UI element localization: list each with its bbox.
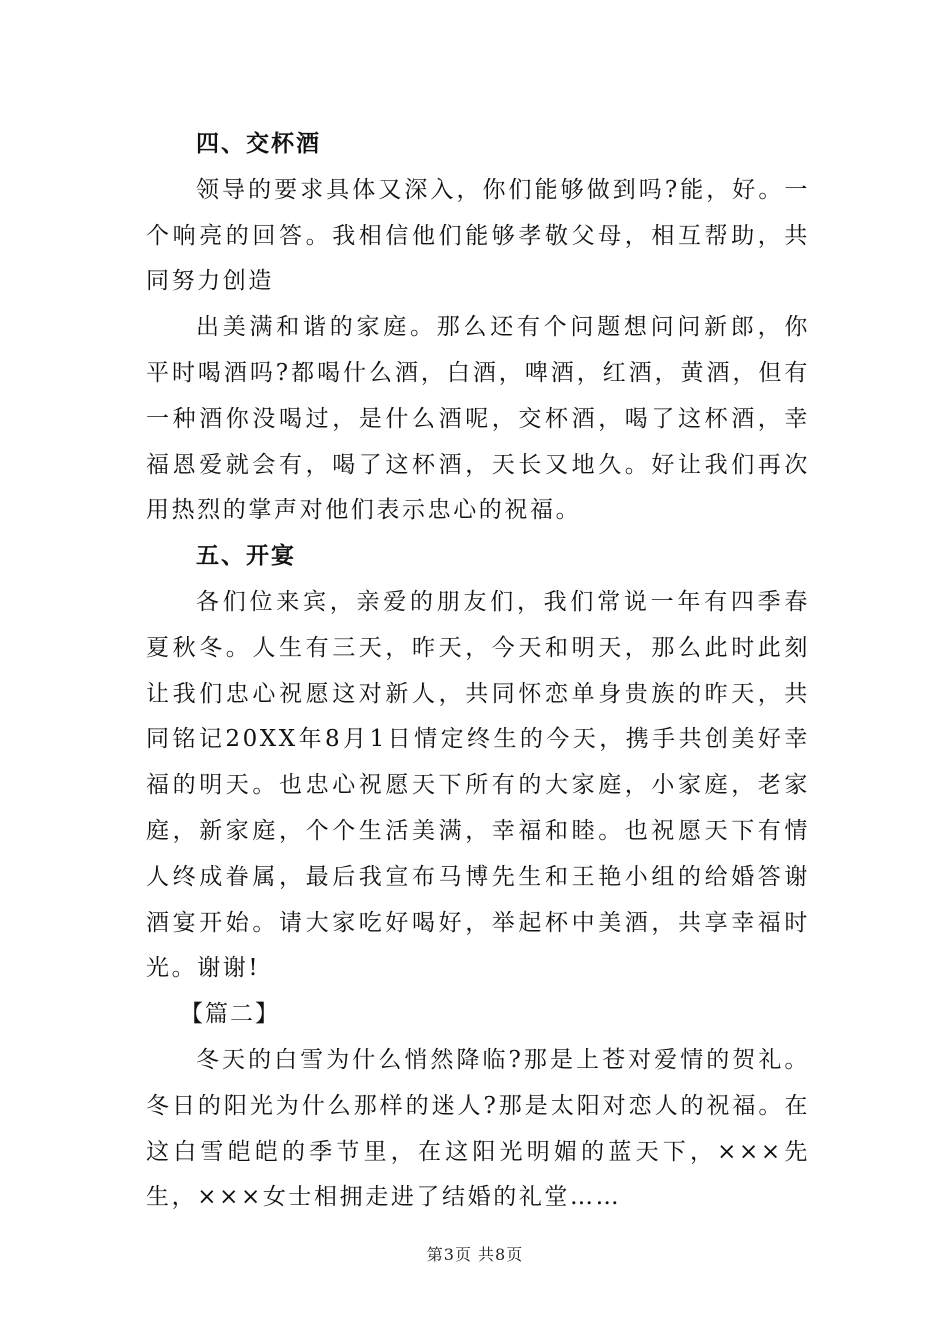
paragraph: 各们位来宾，亲爱的朋友们，我们常说一年有四季春夏秋冬。人生有三天，昨天，今天和明天，那么此时此刻让我们忠心祝愿这对新人，共同怀恋单身贵族的昨天，共同铭记20XX年8月1日情定终生的今天，携手共创美好幸福的明天。也忠心祝愿天下所有的大家庭，小家庭，老家庭，新家庭，个个生活美满，幸福和睦。也祝愿天下有情人终成眷属，最后我宣布马博先生和王艳小组的给婚答谢酒宴开始。请大家吃好喝好，举起杯中美酒，共享幸福时光。谢谢! bbox=[146, 588, 810, 982]
paragraph: 冬天的白雪为什么悄然降临?那是上苍对爱情的贺礼。冬日的阳光为什么那样的迷人?那是太阳对恋人的祝福。在这白雪皑皑的季节里，在这阳光明媚的蓝天下，×××先生，×××女士相拥走进了结婚的礼堂…… bbox=[146, 1046, 810, 1211]
document-body bbox=[146, 122, 810, 1221]
section-heading-jiaobeijiu: 四、交杯酒 bbox=[196, 131, 321, 157]
section-tag: 【篇二】 bbox=[180, 1001, 280, 1028]
page-number: 第3页 共8页 bbox=[426, 1245, 524, 1264]
section-heading-kaiyan: 五、开宴 bbox=[196, 543, 296, 570]
paragraph: 领导的要求具体又深入，你们能够做到吗?能，好。一个响亮的回答。我相信他们能够孝敬父母，相互帮助，共同努力创造 bbox=[146, 176, 810, 295]
paragraph: 出美满和谐的家庭。那么还有个问题想问问新郎，你平时喝酒吗?都喝什么酒，白酒，啤酒，红酒，黄酒，但有一种酒你没喝过，是什么酒呢，交杯酒，喝了这杯酒，幸福恩爱就会有，喝了这杯酒，天长又地久。好让我们再次用热烈的掌声对他们表示忠心的祝福。 bbox=[146, 314, 810, 524]
